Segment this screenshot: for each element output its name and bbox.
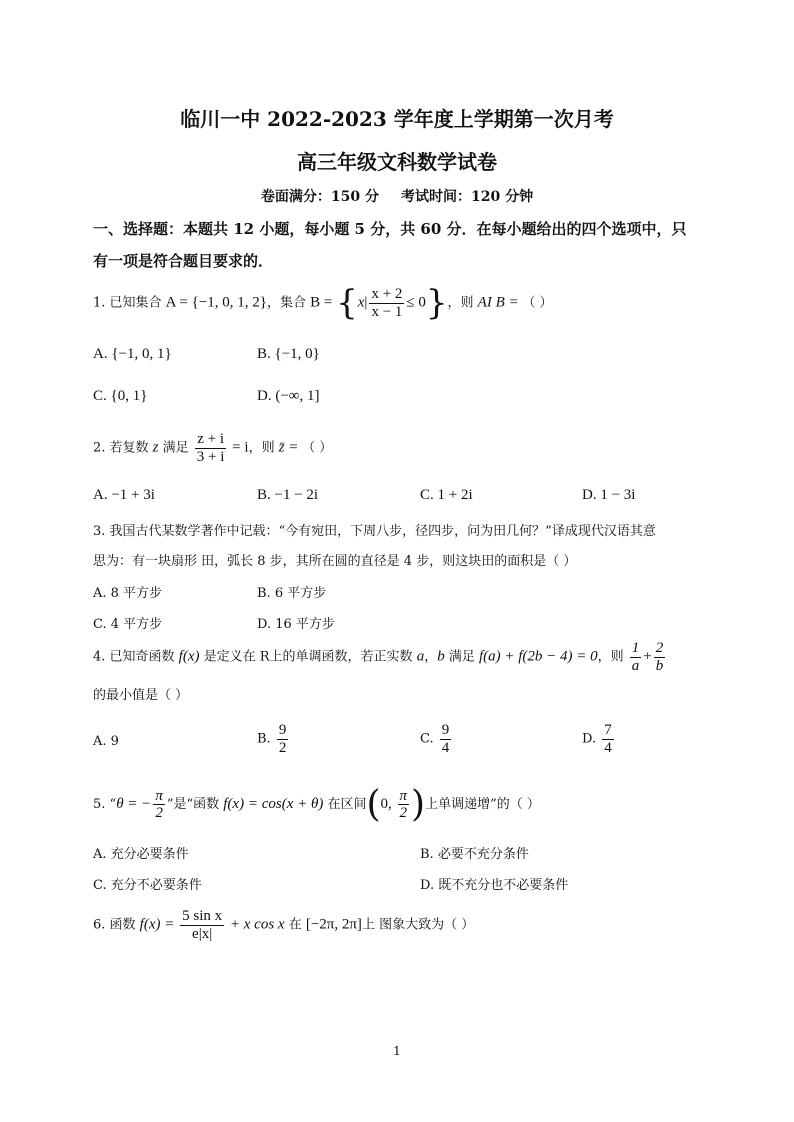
q4-f2-num: 2	[655, 640, 664, 656]
q4-d-den: 4	[604, 739, 612, 756]
q1-set-b-label: B =	[310, 294, 337, 311]
q4-d-num: 7	[604, 722, 612, 738]
q5-option-d: D. 既不充分也不必要条件	[420, 878, 569, 893]
question-4	[93, 640, 667, 674]
q5-theta: θ = −	[116, 796, 152, 812]
q6-fx: f(x) =	[139, 916, 179, 933]
q2-text: 2. 若复数	[93, 440, 153, 456]
question-3-line1: 3. 我国古代某数学著作中记载：“今有宛田，下周八步，径四步，问为田几何？”译成现代汉语其意	[93, 524, 656, 539]
q4-c-label: C.	[420, 731, 434, 747]
q6-den: e|x|	[192, 925, 213, 942]
q4-fraction-1	[630, 640, 642, 674]
q6-text: 6. 函数	[93, 917, 140, 933]
q1-expression: AI B =	[477, 294, 523, 311]
section-heading-line1: 一、选择题：本题共 12 小题，每小题 5 分，共 60 分．在每小题给出的四个选项中，只	[93, 220, 687, 238]
exam-time: 考试时间：120 分钟	[401, 189, 534, 205]
q4-b-label: B.	[257, 731, 271, 747]
q4-f1-num: 1	[631, 640, 640, 656]
q2-fraction	[195, 431, 227, 465]
q1-right-brace: }	[425, 283, 448, 323]
q2-answer-blank: （ ）	[302, 440, 333, 456]
q1-set-a: A = {−1, 0, 1, 2}	[165, 294, 267, 311]
q5-left-paren: (	[366, 784, 381, 825]
q4-equation: f(a) + f(2b − 4) = 0	[478, 648, 598, 665]
exam-title: 临川一中 2022-2023 学年度上学期第一次月考	[180, 107, 614, 131]
q5-text2: ”是“函数	[166, 797, 224, 812]
q2-text3: ，则	[248, 440, 279, 456]
q1-option-a: A. {−1, 0, 1}	[93, 346, 172, 362]
section-heading-line2: 有一项是符合题目要求的．	[93, 252, 274, 270]
q2-denominator: 3 + i	[196, 448, 225, 465]
q6-num: 5 sin x	[182, 908, 223, 924]
q5-pi-num: π	[155, 787, 163, 804]
q5-function: f(x) = cos(x + θ)	[223, 796, 324, 812]
q2-option-c: C. 1 + 2i	[420, 487, 473, 503]
q2-conjugate: z̄ =	[278, 439, 303, 456]
q1-fraction	[369, 286, 404, 320]
q4-c-fraction	[440, 722, 452, 756]
q5-interval-fraction	[398, 788, 410, 822]
q4-c-den: 4	[441, 739, 450, 756]
q5-text4: 上单调递增”的（ ）	[425, 797, 540, 812]
q1-option-d: D. (−∞, 1]	[257, 388, 320, 404]
q5-interval-left: 0,	[380, 796, 396, 812]
q4-plus: +	[643, 648, 652, 665]
q5-pi-den: 2	[155, 805, 163, 821]
question-1: 1. 已知集合 A = {−1, 0, 1, 2}，集合 B = {x| $\frac{x + 2}{x - 1}$ ≤ 0}，则 AI B = （ ）	[93, 283, 553, 323]
q1-denominator: x − 1	[371, 303, 403, 320]
q2-numerator: z + i	[195, 431, 227, 449]
q5-text3: 在区间	[323, 797, 367, 812]
q5-option-c: C. 充分不必要条件	[93, 878, 202, 893]
q4-b-fraction	[277, 722, 289, 756]
q5-text: 5. “	[93, 797, 117, 812]
q1-option-b: B. {−1, 0}	[257, 346, 320, 362]
q5-pi-fraction	[153, 788, 165, 822]
q4-option-d	[582, 722, 616, 756]
q5-option-a: A. 充分必要条件	[93, 847, 189, 862]
q4-d-label: D.	[582, 731, 597, 747]
q4-c-num: 9	[441, 722, 450, 738]
q4-f1-den: a	[631, 657, 640, 674]
q1-text: 1. 已知集合	[93, 295, 166, 311]
q4-fraction-2	[654, 640, 666, 674]
q4-text4: ，则	[597, 649, 628, 665]
question-4-line2: 的最小值是（ ）	[93, 688, 189, 703]
q4-fx: f(x)	[178, 648, 200, 665]
question-5	[93, 784, 540, 825]
q1-text2: ，集合	[267, 295, 311, 311]
q6-rest: + x cos x	[226, 916, 285, 933]
q4-option-c	[420, 722, 453, 756]
q6-fraction	[180, 908, 224, 942]
q6-interval: [−2π, 2π]	[305, 916, 362, 933]
q4-text2: 是定义在 R上的单调函数，若正实数	[199, 649, 417, 665]
q4-d-fraction	[602, 722, 614, 756]
q5-option-b: B. 必要不充分条件	[420, 847, 529, 862]
question-3-line2: 思为：有一块扇形 田，弧长 8 步，其所在圆的直径是 4 步，则这块田的面积是（ ）	[93, 554, 577, 569]
page-number: 1	[393, 1044, 401, 1058]
q2-equals: = i	[228, 439, 249, 456]
q4-option-a: A. 9	[93, 734, 119, 749]
exam-subtitle: 高三年级文科数学试卷	[297, 150, 497, 174]
q2-option-a: A. −1 + 3i	[93, 487, 155, 503]
q2-option-b: B. −1 − 2i	[257, 487, 319, 503]
q4-text: 4. 已知奇函数	[93, 649, 179, 665]
q3-option-b: B. 6 平方步	[257, 586, 327, 601]
q4-var-b: b	[437, 648, 445, 665]
q4-b-den: 2	[278, 739, 287, 756]
question-2	[93, 431, 332, 465]
q3-option-c: C. 4 平方步	[93, 617, 163, 632]
exam-meta	[0, 186, 794, 206]
q2-text2: 满足	[158, 440, 193, 456]
q4-b-num: 9	[278, 722, 287, 738]
q5-int-num: π	[399, 787, 408, 804]
q4-var-a: a	[416, 648, 425, 665]
q1-option-c: C. {0, 1}	[93, 388, 148, 404]
q1-text3: ，则	[447, 295, 478, 311]
q4-sep: ，	[424, 649, 438, 665]
q3-option-a: A. 8 平方步	[93, 586, 163, 601]
q3-option-d: D. 16 平方步	[257, 617, 335, 632]
q4-option-b	[257, 722, 290, 756]
total-score: 卷面满分：150 分	[260, 189, 379, 205]
q1-answer-blank: （ ）	[522, 295, 553, 311]
q1-condition: ≤ 0	[406, 294, 426, 311]
question-6	[93, 908, 474, 942]
q5-right-paren: )	[411, 784, 426, 825]
q2-option-d: D. 1 − 3i	[582, 487, 636, 503]
q6-text2: 在	[284, 917, 306, 933]
q4-f2-den: b	[655, 657, 664, 674]
q5-int-den: 2	[399, 805, 408, 821]
q1-left-brace: {	[336, 283, 358, 323]
q2-var-z: z	[152, 439, 159, 456]
q1-numerator: x + 2	[371, 286, 403, 302]
q1-var: x	[357, 294, 365, 311]
q6-text3: 上 图象大致为（ ）	[361, 917, 475, 933]
q4-text3: 满足	[444, 649, 479, 665]
